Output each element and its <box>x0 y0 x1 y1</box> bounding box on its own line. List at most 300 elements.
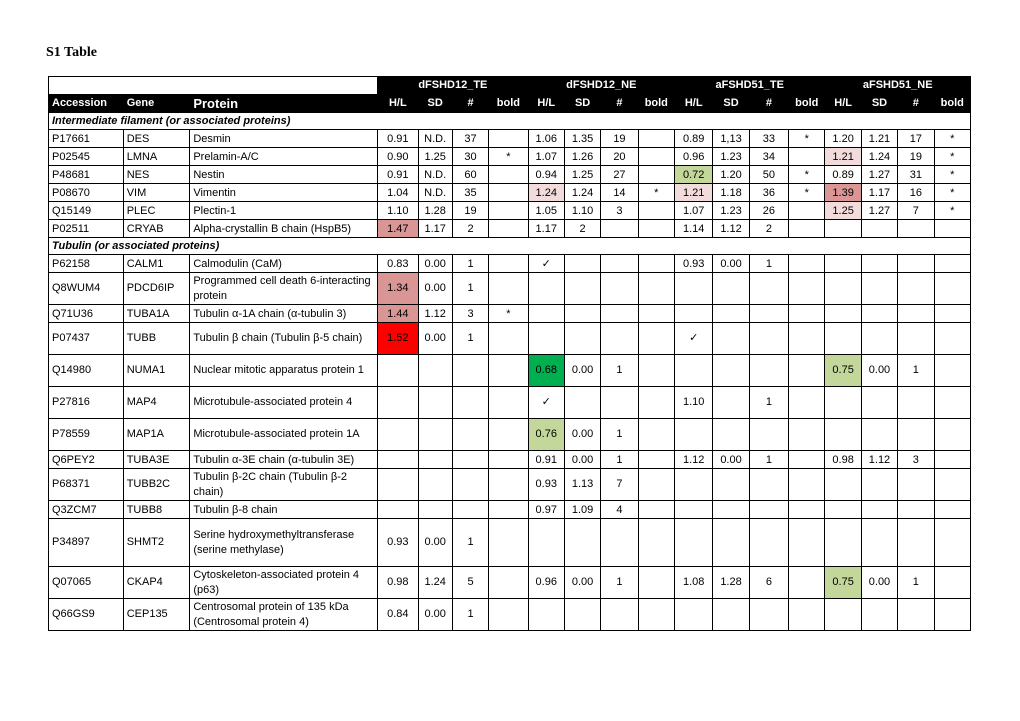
hl-ratio-cell <box>825 305 861 323</box>
hl-ratio-cell <box>825 255 861 273</box>
count-cell: 2 <box>452 220 488 238</box>
count-cell: 2 <box>749 220 788 238</box>
checkmark-icon: ✓ <box>528 387 564 419</box>
sd-cell: 1.23 <box>713 148 749 166</box>
hl-ratio-cell: 0.89 <box>825 166 861 184</box>
count-cell: 1 <box>601 451 638 469</box>
table-row <box>49 166 971 184</box>
data-table <box>48 76 971 631</box>
sd-cell <box>418 501 452 519</box>
bold-cell <box>789 567 825 599</box>
sd-cell: 1.18 <box>713 184 749 202</box>
bold-cell <box>934 323 971 355</box>
sd-cell: 1.24 <box>861 148 897 166</box>
count-cell: 34 <box>749 148 788 166</box>
bold-cell <box>934 501 971 519</box>
protein-cell: Tubulin α-1A chain (α-tubulin 3) <box>190 305 378 323</box>
accession-cell: P07437 <box>49 323 124 355</box>
bold-cell <box>489 255 528 273</box>
column-header-gene: Gene <box>123 95 190 113</box>
protein-cell: Tubulin α-3E chain (α-tubulin 3E) <box>190 451 378 469</box>
bold-cell <box>489 323 528 355</box>
hl-ratio-cell <box>825 599 861 631</box>
bold-cell <box>489 519 528 567</box>
count-cell <box>749 305 788 323</box>
column-header-sub: SD <box>564 95 600 113</box>
protein-cell: Nuclear mitotic apparatus protein 1 <box>190 355 378 387</box>
hl-ratio-cell <box>675 519 713 567</box>
sd-cell <box>418 469 452 501</box>
sd-cell: 0.00 <box>564 355 600 387</box>
count-cell: 5 <box>452 567 488 599</box>
hl-ratio-cell: 1.25 <box>825 202 861 220</box>
column-header-accession: Accession <box>49 95 124 113</box>
sd-cell <box>861 387 897 419</box>
accession-cell: Q07065 <box>49 567 124 599</box>
column-header-sub: # <box>749 95 788 113</box>
bold-cell <box>789 599 825 631</box>
table-row <box>49 323 971 355</box>
count-cell: 1 <box>749 387 788 419</box>
accession-cell: P62158 <box>49 255 124 273</box>
hl-ratio-cell: 0.90 <box>378 148 418 166</box>
hl-ratio-cell: 1.04 <box>378 184 418 202</box>
bold-cell <box>638 148 674 166</box>
sd-cell: 0.00 <box>418 323 452 355</box>
bold-cell: * <box>489 148 528 166</box>
table-row <box>49 567 971 599</box>
hl-ratio-cell <box>378 451 418 469</box>
section-header-row <box>49 113 971 130</box>
sd-cell: 2 <box>564 220 600 238</box>
bold-cell <box>638 255 674 273</box>
hl-ratio-cell <box>675 273 713 305</box>
bold-cell <box>638 273 674 305</box>
accession-cell: P02511 <box>49 220 124 238</box>
count-cell <box>452 355 488 387</box>
accession-cell: P17661 <box>49 130 124 148</box>
count-cell: 1 <box>749 451 788 469</box>
section-header-row <box>49 238 971 255</box>
accession-cell: P08670 <box>49 184 124 202</box>
hl-ratio-cell: 0.98 <box>378 567 418 599</box>
hl-ratio-cell: 0.98 <box>825 451 861 469</box>
bold-cell <box>638 469 674 501</box>
gene-cell: TUBA3E <box>123 451 190 469</box>
sd-cell <box>564 273 600 305</box>
gene-cell: CALM1 <box>123 255 190 273</box>
hl-ratio-cell: 1.47 <box>378 220 418 238</box>
count-cell <box>452 501 488 519</box>
count-cell: 60 <box>452 166 488 184</box>
gene-cell: LMNA <box>123 148 190 166</box>
count-cell <box>601 519 638 567</box>
table-row <box>49 519 971 567</box>
hl-ratio-cell: 1.20 <box>825 130 861 148</box>
sd-cell <box>418 451 452 469</box>
hl-ratio-cell: 1.52 <box>378 323 418 355</box>
sd-cell <box>861 501 897 519</box>
count-cell: 1 <box>601 567 638 599</box>
sd-cell: 1.21 <box>861 130 897 148</box>
sd-cell: 0.00 <box>861 567 897 599</box>
count-cell: 3 <box>452 305 488 323</box>
hl-ratio-cell <box>825 323 861 355</box>
bold-cell <box>789 501 825 519</box>
sd-cell: 0.00 <box>564 419 600 451</box>
table-row <box>49 220 971 238</box>
count-cell <box>749 599 788 631</box>
bold-cell <box>934 451 971 469</box>
sd-cell: 0.00 <box>418 273 452 305</box>
hl-ratio-cell <box>528 323 564 355</box>
sd-cell: 1.25 <box>564 166 600 184</box>
gene-cell: TUBB8 <box>123 501 190 519</box>
bold-cell <box>789 387 825 419</box>
bold-cell: * <box>934 148 971 166</box>
hl-ratio-cell <box>378 355 418 387</box>
hl-ratio-cell <box>528 599 564 631</box>
section-title: Intermediate filament (or associated proteins) <box>49 113 971 130</box>
count-cell <box>898 419 934 451</box>
count-cell: 37 <box>452 130 488 148</box>
protein-cell: Cytoskeleton-associated protein 4 (p63) <box>190 567 378 599</box>
sd-cell: 1.20 <box>713 166 749 184</box>
hl-ratio-cell: 1.10 <box>675 387 713 419</box>
column-header-sub: SD <box>418 95 452 113</box>
table-row <box>49 599 971 631</box>
bold-cell <box>934 355 971 387</box>
column-header-sub: SD <box>713 95 749 113</box>
sd-cell <box>713 519 749 567</box>
accession-cell: Q14980 <box>49 355 124 387</box>
count-cell: 19 <box>452 202 488 220</box>
hl-ratio-cell <box>825 387 861 419</box>
sd-cell <box>861 599 897 631</box>
gene-cell: CEP135 <box>123 599 190 631</box>
sd-cell: 1.12 <box>861 451 897 469</box>
count-cell <box>601 255 638 273</box>
bold-cell <box>638 355 674 387</box>
count-cell: 6 <box>749 567 788 599</box>
count-cell: 1 <box>452 599 488 631</box>
bold-cell <box>934 419 971 451</box>
protein-cell: Vimentin <box>190 184 378 202</box>
sd-cell <box>861 419 897 451</box>
gene-cell: TUBB <box>123 323 190 355</box>
hl-ratio-cell <box>825 273 861 305</box>
count-cell <box>601 305 638 323</box>
protein-cell: Programmed cell death 6-interacting protein <box>190 273 378 305</box>
hl-ratio-cell: 1.44 <box>378 305 418 323</box>
bold-cell <box>638 387 674 419</box>
sd-cell <box>861 469 897 501</box>
protein-cell: Desmin <box>190 130 378 148</box>
bold-cell <box>934 567 971 599</box>
bold-cell <box>789 220 825 238</box>
bold-cell: * <box>789 166 825 184</box>
hl-ratio-cell <box>825 519 861 567</box>
sd-cell <box>564 599 600 631</box>
column-header-sub: bold <box>638 95 674 113</box>
bold-cell <box>789 273 825 305</box>
hl-ratio-cell <box>675 501 713 519</box>
bold-cell <box>789 419 825 451</box>
accession-cell: P48681 <box>49 166 124 184</box>
checkmark-icon: ✓ <box>675 323 713 355</box>
sd-cell: 1,13 <box>713 130 749 148</box>
accession-cell: Q6PEY2 <box>49 451 124 469</box>
sd-cell <box>713 599 749 631</box>
protein-cell: Serine hydroxymethyltransferase (serine methylase) <box>190 519 378 567</box>
sd-cell: 1.28 <box>713 567 749 599</box>
sd-cell <box>861 305 897 323</box>
sd-cell: 0.00 <box>564 451 600 469</box>
count-cell <box>898 255 934 273</box>
bold-cell <box>934 255 971 273</box>
bold-cell <box>489 184 528 202</box>
count-cell <box>898 323 934 355</box>
count-cell: 1 <box>898 355 934 387</box>
hl-ratio-cell: 1.14 <box>675 220 713 238</box>
column-header-sub: H/L <box>825 95 861 113</box>
protein-cell: Nestin <box>190 166 378 184</box>
hl-ratio-cell: 1.12 <box>675 451 713 469</box>
bold-cell <box>489 355 528 387</box>
sd-cell: N.D. <box>418 184 452 202</box>
gene-cell: SHMT2 <box>123 519 190 567</box>
sd-cell <box>713 469 749 501</box>
count-cell: 35 <box>452 184 488 202</box>
accession-cell: Q15149 <box>49 202 124 220</box>
hl-ratio-cell: 0.89 <box>675 130 713 148</box>
count-cell <box>749 519 788 567</box>
accession-cell: P02545 <box>49 148 124 166</box>
sd-cell <box>861 220 897 238</box>
bold-cell <box>489 501 528 519</box>
table-row <box>49 469 971 501</box>
protein-cell: Prelamin-A/C <box>190 148 378 166</box>
bold-cell <box>934 387 971 419</box>
hl-ratio-cell: 0.91 <box>378 166 418 184</box>
hl-ratio-cell <box>675 355 713 387</box>
bold-cell <box>638 519 674 567</box>
count-cell <box>749 355 788 387</box>
count-cell: 33 <box>749 130 788 148</box>
bold-cell <box>489 166 528 184</box>
bold-cell <box>789 451 825 469</box>
hl-ratio-cell <box>528 305 564 323</box>
hl-ratio-cell: 0.94 <box>528 166 564 184</box>
count-cell <box>749 469 788 501</box>
hl-ratio-cell <box>675 305 713 323</box>
bold-cell <box>638 130 674 148</box>
hl-ratio-cell: 0.91 <box>378 130 418 148</box>
bold-cell: * <box>789 184 825 202</box>
bold-cell <box>934 273 971 305</box>
sd-cell <box>713 305 749 323</box>
protein-cell: Plectin-1 <box>190 202 378 220</box>
column-header-row <box>49 95 971 113</box>
count-cell: 7 <box>601 469 638 501</box>
hl-ratio-cell: 0.76 <box>528 419 564 451</box>
column-header-sub: # <box>898 95 934 113</box>
sd-cell: N.D. <box>418 130 452 148</box>
section-title: Tubulin (or associated proteins) <box>49 238 971 255</box>
sd-cell: 1.17 <box>418 220 452 238</box>
hl-ratio-cell: 1.39 <box>825 184 861 202</box>
sd-cell <box>564 519 600 567</box>
hl-ratio-cell: 0.96 <box>675 148 713 166</box>
bold-cell <box>934 305 971 323</box>
bold-cell <box>489 451 528 469</box>
bold-cell <box>489 567 528 599</box>
sd-cell <box>861 273 897 305</box>
sd-cell <box>418 419 452 451</box>
count-cell <box>452 469 488 501</box>
count-cell: 14 <box>601 184 638 202</box>
bold-cell <box>638 419 674 451</box>
count-cell <box>749 501 788 519</box>
hl-ratio-cell <box>825 419 861 451</box>
protein-cell: Microtubule-associated protein 1A <box>190 419 378 451</box>
count-cell: 1 <box>601 419 638 451</box>
accession-cell: Q66GS9 <box>49 599 124 631</box>
gene-cell: PLEC <box>123 202 190 220</box>
sd-cell: 0.00 <box>564 567 600 599</box>
count-cell <box>898 387 934 419</box>
count-cell: 27 <box>601 166 638 184</box>
bold-cell <box>638 501 674 519</box>
count-cell: 3 <box>601 202 638 220</box>
bold-cell <box>789 305 825 323</box>
sd-cell <box>861 519 897 567</box>
bold-cell: * <box>789 130 825 148</box>
bold-cell: * <box>934 184 971 202</box>
sd-cell: 1.09 <box>564 501 600 519</box>
count-cell: 1 <box>749 255 788 273</box>
hl-ratio-cell: 1.06 <box>528 130 564 148</box>
column-header-sub: bold <box>789 95 825 113</box>
bold-cell <box>789 323 825 355</box>
sd-cell <box>861 323 897 355</box>
count-cell: 1 <box>452 519 488 567</box>
count-cell: 3 <box>898 451 934 469</box>
sd-cell: 1.27 <box>861 166 897 184</box>
hl-ratio-cell: 0.83 <box>378 255 418 273</box>
hl-ratio-cell: 0.91 <box>528 451 564 469</box>
count-cell <box>601 220 638 238</box>
table-row <box>49 355 971 387</box>
gene-cell: MAP4 <box>123 387 190 419</box>
count-cell: 31 <box>898 166 934 184</box>
table-row <box>49 419 971 451</box>
count-cell <box>601 273 638 305</box>
hl-ratio-cell <box>675 469 713 501</box>
sd-cell <box>713 387 749 419</box>
count-cell <box>601 323 638 355</box>
sd-cell <box>861 255 897 273</box>
sd-cell: 1.24 <box>418 567 452 599</box>
protein-cell: Microtubule-associated protein 4 <box>190 387 378 419</box>
hl-ratio-cell <box>825 501 861 519</box>
gene-cell: NES <box>123 166 190 184</box>
hl-ratio-cell: 1.24 <box>528 184 564 202</box>
column-header-sub: # <box>601 95 638 113</box>
accession-cell: P78559 <box>49 419 124 451</box>
count-cell <box>898 501 934 519</box>
sd-cell: 1.23 <box>713 202 749 220</box>
column-header-sub: bold <box>489 95 528 113</box>
sd-cell: 1.13 <box>564 469 600 501</box>
table-row <box>49 501 971 519</box>
bold-cell <box>638 166 674 184</box>
hl-ratio-cell: 1.10 <box>378 202 418 220</box>
hl-ratio-cell: 0.75 <box>825 567 861 599</box>
count-cell <box>601 387 638 419</box>
sd-cell <box>564 305 600 323</box>
bold-cell <box>489 220 528 238</box>
gene-cell: CRYAB <box>123 220 190 238</box>
hl-ratio-cell: 1.07 <box>675 202 713 220</box>
hl-ratio-cell: 0.96 <box>528 567 564 599</box>
sd-cell <box>564 255 600 273</box>
table-row <box>49 148 971 166</box>
bold-cell <box>638 599 674 631</box>
accession-cell: P27816 <box>49 387 124 419</box>
bold-cell <box>489 273 528 305</box>
count-cell: 1 <box>452 273 488 305</box>
bold-cell <box>489 599 528 631</box>
gene-cell: TUBB2C <box>123 469 190 501</box>
bold-cell <box>638 305 674 323</box>
count-cell: 17 <box>898 130 934 148</box>
column-header-sub: SD <box>861 95 897 113</box>
bold-cell <box>638 451 674 469</box>
count-cell <box>898 273 934 305</box>
table-row <box>49 305 971 323</box>
hl-ratio-cell: 1.05 <box>528 202 564 220</box>
hl-ratio-cell: 1.21 <box>825 148 861 166</box>
count-cell: 36 <box>749 184 788 202</box>
accession-cell: Q71U36 <box>49 305 124 323</box>
hl-ratio-cell: 1.07 <box>528 148 564 166</box>
hl-ratio-cell: 1.17 <box>528 220 564 238</box>
count-cell: 50 <box>749 166 788 184</box>
protein-cell: Alpha-crystallin B chain (HspB5) <box>190 220 378 238</box>
protein-cell: Tubulin β chain (Tubulin β-5 chain) <box>190 323 378 355</box>
hl-ratio-cell <box>675 419 713 451</box>
bold-cell <box>934 519 971 567</box>
accession-cell: Q8WUM4 <box>49 273 124 305</box>
document-title: S1 Table <box>46 45 97 60</box>
sd-cell: 1.12 <box>418 305 452 323</box>
hl-ratio-cell <box>825 469 861 501</box>
gene-cell: VIM <box>123 184 190 202</box>
count-cell: 1 <box>452 323 488 355</box>
bold-cell <box>789 202 825 220</box>
hl-ratio-cell: 0.93 <box>675 255 713 273</box>
sd-cell: 1.10 <box>564 202 600 220</box>
hl-ratio-cell: 0.93 <box>378 519 418 567</box>
count-cell: 19 <box>898 148 934 166</box>
bold-cell: * <box>934 202 971 220</box>
count-cell <box>452 451 488 469</box>
bold-cell <box>789 148 825 166</box>
gene-cell: TUBA1A <box>123 305 190 323</box>
hl-ratio-cell <box>675 599 713 631</box>
group-header-2: dFSHD12_NE <box>528 77 674 95</box>
